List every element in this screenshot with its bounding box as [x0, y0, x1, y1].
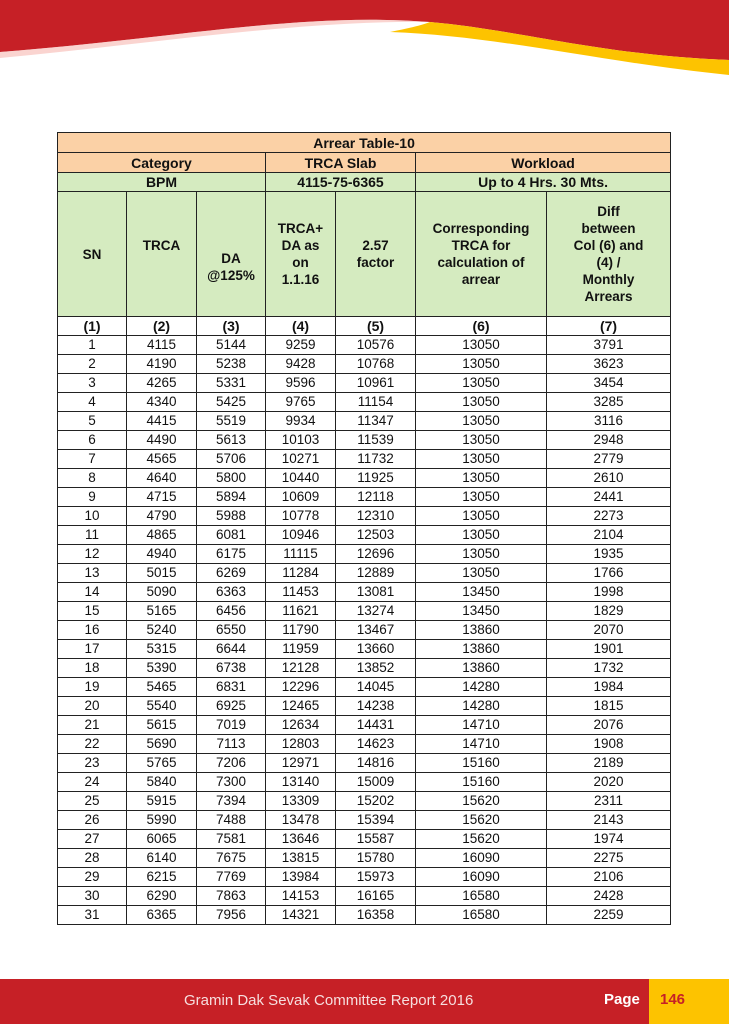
- table-row: [58, 564, 671, 583]
- table-row: [58, 906, 671, 925]
- table-cell: 6550: [197, 621, 266, 640]
- table-row: [58, 887, 671, 906]
- table-cell: 15394: [336, 811, 416, 830]
- table-cell: 30: [58, 887, 127, 906]
- table-cell: 13050: [416, 336, 547, 355]
- table-cell: 11959: [266, 640, 336, 659]
- table-cell: 16580: [416, 906, 547, 925]
- table-cell: 20: [58, 697, 127, 716]
- table-cell: 4790: [127, 507, 197, 526]
- table-cell: 10961: [336, 374, 416, 393]
- table-cell: 12465: [266, 697, 336, 716]
- table-cell: 5613: [197, 431, 266, 450]
- table-cell: 5894: [197, 488, 266, 507]
- page-number-box: [649, 979, 729, 1024]
- table-cell: 5390: [127, 659, 197, 678]
- table-cell: 5165: [127, 602, 197, 621]
- table-cell: 6644: [197, 640, 266, 659]
- table-cell: 2020: [547, 773, 671, 792]
- table-cell: 6065: [127, 830, 197, 849]
- table-cell: 6215: [127, 868, 197, 887]
- table-cell: 22: [58, 735, 127, 754]
- table-row: [58, 431, 671, 450]
- table-cell: 2275: [547, 849, 671, 868]
- table-cell: 10103: [266, 431, 336, 450]
- table-cell: 25: [58, 792, 127, 811]
- table-cell: 15620: [416, 792, 547, 811]
- table-cell: 4115: [127, 336, 197, 355]
- table-cell: 9765: [266, 393, 336, 412]
- table-cell: 7394: [197, 792, 266, 811]
- col-num: (4): [266, 317, 336, 336]
- table-cell: 13050: [416, 393, 547, 412]
- table-cell: 10271: [266, 450, 336, 469]
- table-cell: 2610: [547, 469, 671, 488]
- table-cell: 13274: [336, 602, 416, 621]
- category-header: Category: [58, 153, 266, 173]
- table-cell: 1815: [547, 697, 671, 716]
- table-cell: 13140: [266, 773, 336, 792]
- column-header-row: [58, 192, 671, 317]
- table-cell: 24: [58, 773, 127, 792]
- col-header-diff: Diff between Col (6) and (4) / Monthly Arrears: [547, 192, 671, 317]
- table-cell: 13815: [266, 849, 336, 868]
- table-cell: 17: [58, 640, 127, 659]
- table-cell: 13450: [416, 602, 547, 621]
- table-cell: 5840: [127, 773, 197, 792]
- table-cell: 13309: [266, 792, 336, 811]
- table-cell: 3116: [547, 412, 671, 431]
- table-cell: 15587: [336, 830, 416, 849]
- table-cell: 21: [58, 716, 127, 735]
- table-cell: 12696: [336, 545, 416, 564]
- table-row: [58, 583, 671, 602]
- table-row: [58, 355, 671, 374]
- table-cell: 13050: [416, 355, 547, 374]
- table-cell: 6140: [127, 849, 197, 868]
- table-cell: 15: [58, 602, 127, 621]
- table-row: [58, 602, 671, 621]
- table-cell: 15620: [416, 830, 547, 849]
- col-header-da: DA @125%: [197, 192, 266, 317]
- table-cell: 4: [58, 393, 127, 412]
- table-cell: 13660: [336, 640, 416, 659]
- table-cell: 28: [58, 849, 127, 868]
- table-cell: 12803: [266, 735, 336, 754]
- column-number-row: [58, 317, 671, 336]
- table-cell: 14280: [416, 678, 547, 697]
- table-cell: 13050: [416, 564, 547, 583]
- table-cell: 1935: [547, 545, 671, 564]
- table-cell: 12296: [266, 678, 336, 697]
- workload-value: Up to 4 Hrs. 30 Mts.: [416, 173, 671, 192]
- table-cell: 16090: [416, 868, 547, 887]
- table-cell: 5425: [197, 393, 266, 412]
- table-cell: 5615: [127, 716, 197, 735]
- table-cell: 15202: [336, 792, 416, 811]
- table-cell: 12118: [336, 488, 416, 507]
- table-cell: 7: [58, 450, 127, 469]
- table-cell: 15009: [336, 773, 416, 792]
- table-cell: 13050: [416, 545, 547, 564]
- col-num: (2): [127, 317, 197, 336]
- table-cell: 11453: [266, 583, 336, 602]
- table-cell: 2070: [547, 621, 671, 640]
- table-cell: 11790: [266, 621, 336, 640]
- table-cell: 8: [58, 469, 127, 488]
- table-cell: 14710: [416, 716, 547, 735]
- table-cell: 13467: [336, 621, 416, 640]
- table-cell: 7863: [197, 887, 266, 906]
- table-cell: 4265: [127, 374, 197, 393]
- table-cell: 1766: [547, 564, 671, 583]
- category-value: BPM: [58, 173, 266, 192]
- table-cell: 6: [58, 431, 127, 450]
- table-cell: 7769: [197, 868, 266, 887]
- table-cell: 9259: [266, 336, 336, 355]
- table-cell: 5015: [127, 564, 197, 583]
- table-cell: 1908: [547, 735, 671, 754]
- table-cell: 16358: [336, 906, 416, 925]
- table-cell: 2104: [547, 526, 671, 545]
- table-cell: 5238: [197, 355, 266, 374]
- table-cell: 11154: [336, 393, 416, 412]
- table-cell: 11539: [336, 431, 416, 450]
- col-header-trca: TRCA: [127, 192, 197, 317]
- table-cell: 7113: [197, 735, 266, 754]
- footer-bar: [0, 979, 649, 1024]
- table-row: [58, 678, 671, 697]
- table-row: [58, 792, 671, 811]
- table-cell: 4340: [127, 393, 197, 412]
- table-cell: 13860: [416, 659, 547, 678]
- table-cell: 10: [58, 507, 127, 526]
- table-cell: 7019: [197, 716, 266, 735]
- table-cell: 2273: [547, 507, 671, 526]
- footer-title: Gramin Dak Sevak Committee Report 2016: [184, 992, 474, 1009]
- table-cell: 14153: [266, 887, 336, 906]
- table-cell: 1974: [547, 830, 671, 849]
- table-cell: 13081: [336, 583, 416, 602]
- table-cell: 1984: [547, 678, 671, 697]
- table-row: [58, 526, 671, 545]
- trca-slab-value: 4115-75-6365: [266, 173, 416, 192]
- table-cell: 5540: [127, 697, 197, 716]
- table-cell: 5765: [127, 754, 197, 773]
- table-cell: 5706: [197, 450, 266, 469]
- table-cell: 11925: [336, 469, 416, 488]
- table-cell: 7956: [197, 906, 266, 925]
- table-cell: 13050: [416, 526, 547, 545]
- table-cell: 1829: [547, 602, 671, 621]
- table-cell: 11284: [266, 564, 336, 583]
- table-cell: 10440: [266, 469, 336, 488]
- table-cell: 6738: [197, 659, 266, 678]
- table-cell: 14280: [416, 697, 547, 716]
- arrear-table: [57, 132, 671, 925]
- table-row: [58, 393, 671, 412]
- col-num: (7): [547, 317, 671, 336]
- page-label: Page: [604, 991, 640, 1008]
- table-cell: 6081: [197, 526, 266, 545]
- table-cell: 5315: [127, 640, 197, 659]
- table-row: [58, 412, 671, 431]
- table-cell: 14238: [336, 697, 416, 716]
- table-row: [58, 849, 671, 868]
- table-cell: 11732: [336, 450, 416, 469]
- table-cell: 9428: [266, 355, 336, 374]
- table-row: [58, 488, 671, 507]
- table-row: [58, 830, 671, 849]
- table-cell: 2441: [547, 488, 671, 507]
- table-cell: 15780: [336, 849, 416, 868]
- table-cell: 13860: [416, 640, 547, 659]
- table-cell: 13450: [416, 583, 547, 602]
- table-cell: 3: [58, 374, 127, 393]
- table-cell: 12310: [336, 507, 416, 526]
- table-cell: 14321: [266, 906, 336, 925]
- table-cell: 14431: [336, 716, 416, 735]
- col-num: (3): [197, 317, 266, 336]
- table-cell: 6925: [197, 697, 266, 716]
- table-cell: 13478: [266, 811, 336, 830]
- col-num: (1): [58, 317, 127, 336]
- table-cell: 6290: [127, 887, 197, 906]
- table-cell: 5519: [197, 412, 266, 431]
- table-cell: 14: [58, 583, 127, 602]
- table-cell: 4865: [127, 526, 197, 545]
- table-cell: 1: [58, 336, 127, 355]
- table-row: [58, 716, 671, 735]
- table-cell: 2189: [547, 754, 671, 773]
- table-cell: 4415: [127, 412, 197, 431]
- table-cell: 10609: [266, 488, 336, 507]
- table-row: [58, 868, 671, 887]
- table-row: [58, 336, 671, 355]
- table-cell: 4640: [127, 469, 197, 488]
- table-cell: 6831: [197, 678, 266, 697]
- group-value-row: [58, 173, 671, 192]
- table-cell: 5465: [127, 678, 197, 697]
- table-cell: 6175: [197, 545, 266, 564]
- table-row: [58, 659, 671, 678]
- table-cell: 3791: [547, 336, 671, 355]
- table-row: [58, 545, 671, 564]
- table-cell: 10778: [266, 507, 336, 526]
- table-cell: 11621: [266, 602, 336, 621]
- table-cell: 13860: [416, 621, 547, 640]
- table-cell: 12503: [336, 526, 416, 545]
- table-cell: 29: [58, 868, 127, 887]
- table-cell: 12128: [266, 659, 336, 678]
- table-cell: 4490: [127, 431, 197, 450]
- table-cell: 2948: [547, 431, 671, 450]
- table-cell: 3285: [547, 393, 671, 412]
- table-cell: 16090: [416, 849, 547, 868]
- table-cell: 12: [58, 545, 127, 564]
- table-row: [58, 374, 671, 393]
- col-header-trca-da: TRCA+ DA as on 1.1.16: [266, 192, 336, 317]
- table-cell: 2143: [547, 811, 671, 830]
- table-row: [58, 621, 671, 640]
- table-row: [58, 450, 671, 469]
- table-cell: 15160: [416, 773, 547, 792]
- table-cell: 2428: [547, 887, 671, 906]
- col-num: (5): [336, 317, 416, 336]
- table-cell: 5990: [127, 811, 197, 830]
- table-cell: 3623: [547, 355, 671, 374]
- table-cell: 13050: [416, 412, 547, 431]
- table-cell: 10576: [336, 336, 416, 355]
- table-cell: 7488: [197, 811, 266, 830]
- table-row: [58, 754, 671, 773]
- table-cell: 9596: [266, 374, 336, 393]
- table-cell: 2259: [547, 906, 671, 925]
- col-header-corresponding: Corresponding TRCA for calculation of arrear: [416, 192, 547, 317]
- table-cell: 5690: [127, 735, 197, 754]
- table-cell: 14623: [336, 735, 416, 754]
- table-cell: 3454: [547, 374, 671, 393]
- table-cell: 4190: [127, 355, 197, 374]
- group-header-row: [58, 153, 671, 173]
- table-cell: 7581: [197, 830, 266, 849]
- table-cell: 5800: [197, 469, 266, 488]
- table-cell: 5915: [127, 792, 197, 811]
- table-title-row: [58, 133, 671, 153]
- col-header-sn: SN: [58, 192, 127, 317]
- table-cell: 13984: [266, 868, 336, 887]
- table-title: Arrear Table-10: [58, 133, 671, 153]
- table-cell: 7206: [197, 754, 266, 773]
- table-cell: 1998: [547, 583, 671, 602]
- table-cell: 14816: [336, 754, 416, 773]
- table-cell: 23: [58, 754, 127, 773]
- table-cell: 18: [58, 659, 127, 678]
- table-cell: 11347: [336, 412, 416, 431]
- table-cell: 15160: [416, 754, 547, 773]
- table-cell: 2779: [547, 450, 671, 469]
- table-cell: 6269: [197, 564, 266, 583]
- table-cell: 9: [58, 488, 127, 507]
- table-cell: 13: [58, 564, 127, 583]
- table-cell: 13050: [416, 507, 547, 526]
- table-cell: 4565: [127, 450, 197, 469]
- table-cell: 12971: [266, 754, 336, 773]
- table-cell: 5988: [197, 507, 266, 526]
- page-number: 146: [660, 991, 686, 1008]
- table-cell: 1901: [547, 640, 671, 659]
- table-cell: 5144: [197, 336, 266, 355]
- table-cell: 10946: [266, 526, 336, 545]
- table-cell: 4940: [127, 545, 197, 564]
- table-cell: 13852: [336, 659, 416, 678]
- table-cell: 13050: [416, 374, 547, 393]
- table-cell: 7675: [197, 849, 266, 868]
- table-cell: 16: [58, 621, 127, 640]
- table-cell: 16165: [336, 887, 416, 906]
- table-cell: 5331: [197, 374, 266, 393]
- table-cell: 26: [58, 811, 127, 830]
- table-cell: 2311: [547, 792, 671, 811]
- table-row: [58, 507, 671, 526]
- table-cell: 5090: [127, 583, 197, 602]
- table-cell: 12889: [336, 564, 416, 583]
- trca-slab-header: TRCA Slab: [266, 153, 416, 173]
- col-header-factor: 2.57 factor: [336, 192, 416, 317]
- table-row: [58, 697, 671, 716]
- table-cell: 4715: [127, 488, 197, 507]
- table-cell: 2076: [547, 716, 671, 735]
- table-cell: 2: [58, 355, 127, 374]
- table-row: [58, 735, 671, 754]
- table-row: [58, 469, 671, 488]
- table-cell: 19: [58, 678, 127, 697]
- table-cell: 2106: [547, 868, 671, 887]
- header-wave-banner: [0, 0, 729, 100]
- table-row: [58, 811, 671, 830]
- table-cell: 27: [58, 830, 127, 849]
- table-cell: 10768: [336, 355, 416, 374]
- table-cell: 14045: [336, 678, 416, 697]
- table-cell: 13050: [416, 450, 547, 469]
- table-cell: 5240: [127, 621, 197, 640]
- table-cell: 9934: [266, 412, 336, 431]
- table-row: [58, 773, 671, 792]
- table-cell: 6456: [197, 602, 266, 621]
- table-cell: 15973: [336, 868, 416, 887]
- table-cell: 6363: [197, 583, 266, 602]
- table-cell: 13050: [416, 469, 547, 488]
- table-cell: 7300: [197, 773, 266, 792]
- table-cell: 13050: [416, 431, 547, 450]
- table-cell: 13646: [266, 830, 336, 849]
- col-num: (6): [416, 317, 547, 336]
- table-cell: 16580: [416, 887, 547, 906]
- table-cell: 31: [58, 906, 127, 925]
- table-cell: 5: [58, 412, 127, 431]
- table-cell: 14710: [416, 735, 547, 754]
- table-cell: 11115: [266, 545, 336, 564]
- table-cell: 11: [58, 526, 127, 545]
- table-cell: 1732: [547, 659, 671, 678]
- workload-header: Workload: [416, 153, 671, 173]
- table-cell: 12634: [266, 716, 336, 735]
- table-cell: 15620: [416, 811, 547, 830]
- table-row: [58, 640, 671, 659]
- table-cell: 13050: [416, 488, 547, 507]
- table-cell: 6365: [127, 906, 197, 925]
